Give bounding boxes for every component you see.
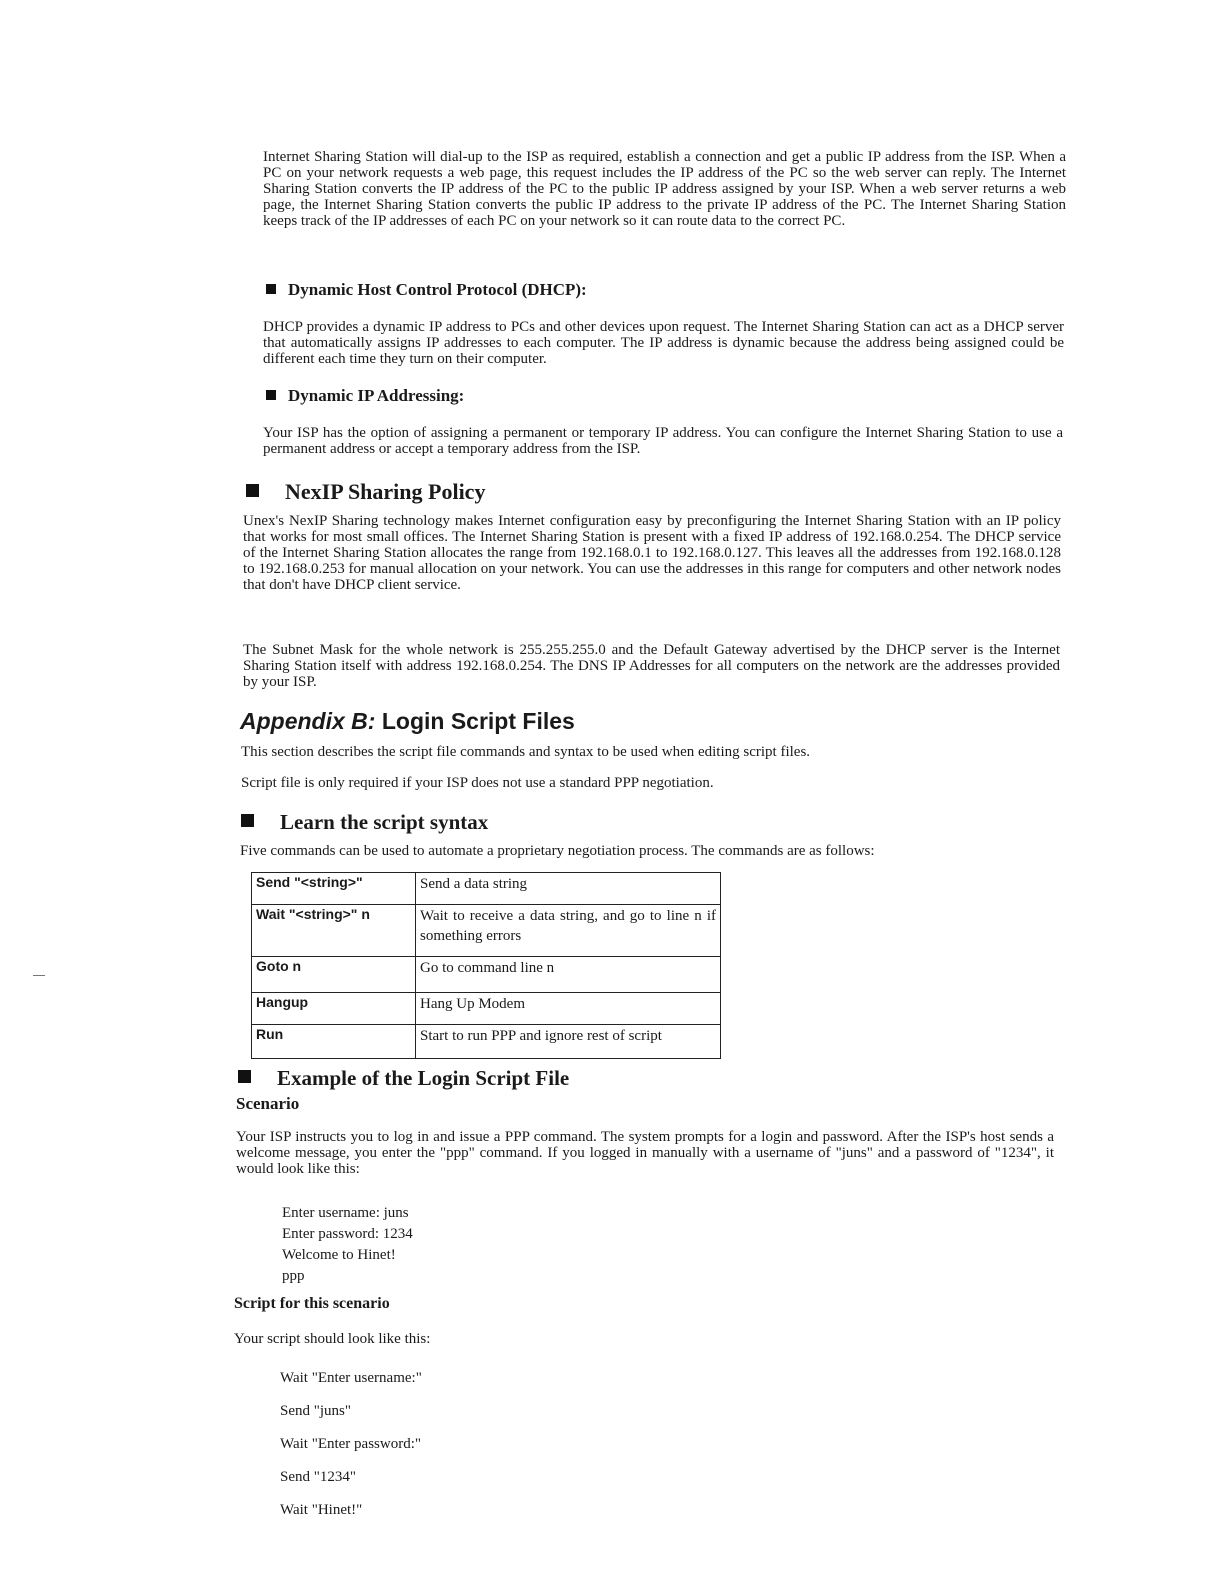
command-cell: Wait "<string>" n bbox=[252, 905, 416, 957]
intro-paragraph: Internet Sharing Station will dial-up to the ISP as required, establish a connection and get a public IP address from the ISP. When a PC on your network requests a web page, this request includes the IP address of the PC so the web server can reply. The Internet Sharing Station converts the IP address of the PC to the public IP address assigned by your ISP. When a web server returns a web page, the Internet Sharing Station converts the public IP address to the private IP address of the PC. The Internet Sharing Station keeps track of the IP addresses of each PC on your network so it can route data to the correct PC. bbox=[263, 149, 1066, 229]
command-cell: Send "<string>" bbox=[252, 873, 416, 905]
script-line: Send "1234" bbox=[280, 1469, 356, 1485]
session-line: Welcome to Hinet! bbox=[282, 1247, 396, 1263]
script-intro: Your script should look like this: bbox=[234, 1331, 431, 1347]
description-cell: Hang Up Modem bbox=[416, 993, 721, 1025]
appendix-intro-1: This section describes the script file commands and syntax to be used when editing script files. bbox=[241, 744, 811, 760]
command-cell: Run bbox=[252, 1025, 416, 1059]
appendix-title: Login Script Files bbox=[381, 708, 575, 734]
scenario-label: Scenario bbox=[236, 1094, 300, 1113]
syntax-heading-text: Learn the script syntax bbox=[280, 810, 489, 834]
session-line: ppp bbox=[282, 1268, 305, 1284]
appendix-intro-2: Script file is only required if your ISP does not use a standard PPP negotiation. bbox=[241, 775, 714, 791]
session-line: Enter password: 1234 bbox=[282, 1226, 413, 1242]
description-cell: Wait to receive a data string, and go to line n if something errors bbox=[416, 905, 721, 957]
nexip-paragraph-2: The Subnet Mask for the whole network is 255.255.255.0 and the Default Gateway advertised by the DHCP server is the Internet Sharing Station itself with address 192.168.0.254. The DNS IP Addresses for all computers on the network are the addresses provided by your ISP. bbox=[243, 642, 1060, 690]
script-line: Wait "Enter password:" bbox=[280, 1436, 422, 1452]
description-cell: Start to run PPP and ignore rest of script bbox=[416, 1025, 721, 1059]
command-cell: Hangup bbox=[252, 993, 416, 1025]
script-line: Send "juns" bbox=[280, 1403, 352, 1419]
bullet-square-icon bbox=[266, 390, 276, 400]
table-row bbox=[252, 993, 721, 1025]
command-cell: Goto n bbox=[252, 957, 416, 993]
example-heading-text: Example of the Login Script File bbox=[277, 1066, 570, 1090]
nexip-paragraph-1: Unex's NexIP Sharing technology makes Internet configuration easy by preconfiguring the Internet Sharing Station with an IP policy that works for most small offices. The Internet Sharing Station is present with a fixed IP address of 192.168.0.254. The DHCP service of the Internet Sharing Station allocates the range from 192.168.0.1 to 192.168.0.127. This leaves all the addresses from 192.168.0.128 to 192.168.0.253 for manual allocation on your network. You can use the addresses in this range for computers and other network nodes that don't have DHCP client service. bbox=[243, 513, 1061, 593]
table-row bbox=[252, 873, 721, 905]
dynamic-ip-paragraph: Your ISP has the option of assigning a permanent or temporary IP address. You can configure the Internet Sharing Station to use a permanent address or accept a temporary address from the ISP. bbox=[263, 425, 1063, 457]
dhcp-heading bbox=[266, 280, 587, 300]
dynamic-ip-heading-text: Dynamic IP Addressing: bbox=[288, 386, 465, 405]
session-line: Enter username: juns bbox=[282, 1205, 409, 1221]
table-row bbox=[252, 905, 721, 957]
table-row bbox=[252, 957, 721, 993]
table-row bbox=[252, 1025, 721, 1059]
margin-mark bbox=[33, 975, 45, 976]
script-listing bbox=[280, 1362, 422, 1527]
script-line: Wait "Hinet!" bbox=[280, 1502, 363, 1518]
description-cell: Send a data string bbox=[416, 873, 721, 905]
script-label: Script for this scenario bbox=[234, 1295, 390, 1312]
bullet-square-icon bbox=[266, 284, 276, 294]
bullet-square-icon bbox=[241, 814, 254, 827]
example-heading bbox=[238, 1066, 569, 1091]
nexip-heading bbox=[246, 479, 485, 505]
script-line: Wait "Enter username:" bbox=[280, 1370, 422, 1386]
syntax-heading bbox=[241, 810, 488, 835]
dhcp-paragraph: DHCP provides a dynamic IP address to PCs and other devices upon request. The Internet Sharing Station can act as a DHCP server that automatically assigns IP addresses to each computer. The IP address is dynamic because the address being assigned could be different each time they turn on their computer. bbox=[263, 319, 1064, 367]
syntax-intro: Five commands can be used to automate a proprietary negotiation process. The commands are as follows: bbox=[240, 843, 875, 859]
scenario-paragraph: Your ISP instructs you to log in and issue a PPP command. The system prompts for a login and password. After the ISP's host sends a welcome message, you enter the "ppp" command. If you logged in manually with a username of "juns" and a password of "1234", it would look like this: bbox=[236, 1129, 1054, 1177]
session-transcript bbox=[282, 1203, 413, 1287]
description-cell: Go to command line n bbox=[416, 957, 721, 993]
commands-table bbox=[251, 872, 721, 1059]
dynamic-ip-heading bbox=[266, 386, 464, 406]
appendix-heading bbox=[240, 708, 575, 735]
dhcp-heading-text: Dynamic Host Control Protocol (DHCP): bbox=[288, 280, 587, 299]
bullet-square-icon bbox=[238, 1070, 251, 1083]
nexip-heading-text: NexIP Sharing Policy bbox=[285, 479, 486, 504]
appendix-label: Appendix B: bbox=[240, 708, 376, 734]
bullet-square-icon bbox=[246, 484, 259, 497]
